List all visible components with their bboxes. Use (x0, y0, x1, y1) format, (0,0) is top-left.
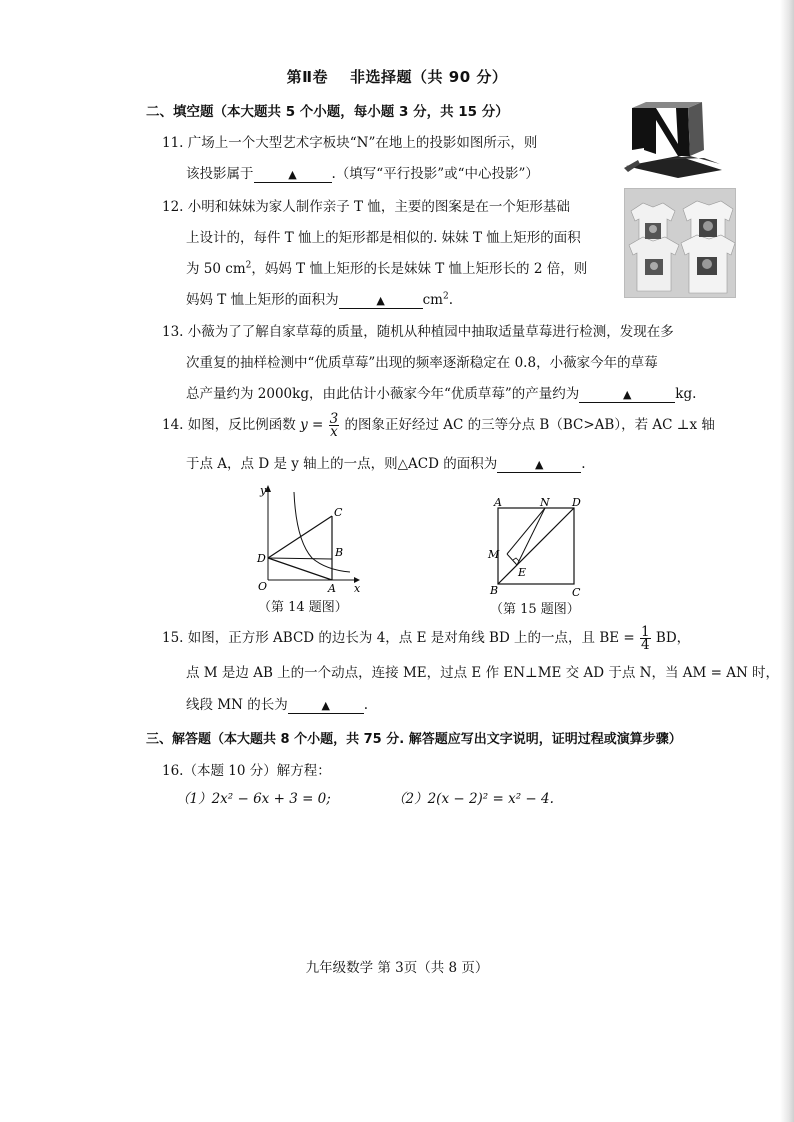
answer-blank-q15: ▲ (321, 699, 330, 712)
fig14-label-o: O (258, 580, 268, 592)
scan-edge (780, 0, 794, 1122)
answer-blank-q13: ▲ (623, 388, 632, 401)
q14-line1: 14. 如图，反比例函数 y = $\frac{3}{x}$ 的图象正好经过 AC 的三等分点 B（BC>AB），若 AC ⊥x 轴 (162, 411, 715, 440)
function-fraction: $\frac{3}{x}$ (329, 411, 339, 440)
fig15-label-e: E (518, 566, 527, 579)
q11-line1: 11. 广场上一个大型艺术字板块“N”在地上的投影如图所示，则 (162, 135, 538, 151)
answer-blank-q11: ▲ (288, 168, 297, 181)
figure-15-caption: （第 15 题图） (490, 602, 580, 617)
q15-line2: 点 M 是边 AB 上的一个动点，连接 ME，过点 E 作 EN⊥ME 交 AD 于点 N，当 AM = AN 时， (186, 665, 780, 681)
page-title (0, 66, 794, 87)
fig15-label-n: N (540, 496, 550, 509)
q14-line2: 于点 A，点 D 是 y 轴上的一点，则△ACD 的面积为 ▲ . (186, 456, 586, 472)
answer-blank-q14: ▲ (535, 458, 544, 471)
q12-line1: 12. 小明和妹妹为家人制作亲子 T 恤，主要的图案是在一个矩形基础 (162, 199, 570, 215)
q16-part1: （1）2x² − 6x + 3 = 0; (176, 791, 331, 807)
be-fraction: $\frac{1}{4}$ (641, 624, 650, 653)
fig15-label-c: C (572, 586, 581, 598)
q15-line1: 15. 如图，正方形 ABCD 的边长为 4，点 E 是对角线 BD 上的一点，且 BE = $\frac{1}{4}$ BD， (162, 624, 691, 653)
q12-line2: 上设计的，每件 T 恤上的矩形都是相似的. 妹妹 T 恤上矩形的面积 (186, 230, 581, 246)
fig14-label-b: B (335, 546, 344, 559)
fig14-label-a: A (328, 582, 336, 592)
fig14-label-d: D (257, 552, 266, 565)
q13-line1: 13. 小薇为了了解自家草莓的质量，随机从种植园中抽取适量草莓进行检测，发现在多 (162, 324, 674, 340)
q16-part2: （2）2(x − 2)² = x² − 4. (392, 791, 554, 807)
fig14-label-y: y (260, 484, 267, 497)
q12-line4: 妈妈 T 恤上矩形的面积为 ▲ $cm^2$. (186, 291, 453, 308)
fig15-label-b: B (490, 584, 499, 597)
figure-15 (486, 494, 590, 598)
q15-line3: 线段 MN 的长为 ▲ . (186, 697, 369, 713)
q13-line2: 次重复的抽样检测中“优质草莓”出现的频率逐渐稳定在 0.8，小薇家今年的草莓 (186, 355, 658, 371)
section-3-heading: 三、解答题（本大题共 8 个小题，共 75 分. 解答题应写出文字说明，证明过程或演算步骤） (146, 732, 682, 747)
n-projection-figure (618, 98, 730, 178)
fig14-label-x: x (354, 582, 361, 592)
q11-line2: 该投影属于 ▲ .（填写“平行投影”或“中心投影”） (186, 166, 539, 182)
tshirt-photo (624, 188, 736, 298)
fig15-label-m: M (488, 548, 500, 561)
fig15-label-a: A (494, 496, 502, 509)
page-footer: 九年级数学 第 3页（共 8 页） (305, 960, 489, 976)
q12-line3: 为 50 $cm^2$，妈妈 T 恤上矩形的长是妹妹 T 恤上矩形长的 2 倍，则 (186, 260, 588, 277)
fig14-label-c: C (334, 506, 343, 519)
figure-14-caption: （第 14 题图） (258, 600, 348, 615)
fig15-label-d: D (572, 496, 581, 509)
part-title: 第Ⅱ卷 (286, 68, 329, 86)
figure-14 (250, 480, 370, 592)
part-subtitle: 非选择题（共 90 分） (350, 68, 508, 86)
q13-line3: 总产量约为 2000kg，由此估计小薇家今年“优质草莓”的产量约为 ▲ kg. (186, 386, 697, 402)
q16-intro: 16.（本题 10 分）解方程： (162, 763, 331, 779)
answer-blank-q12: ▲ (376, 294, 385, 307)
section-2-heading: 二、填空题（本大题共 5 个小题，每小题 3 分，共 15 分） (146, 104, 509, 120)
